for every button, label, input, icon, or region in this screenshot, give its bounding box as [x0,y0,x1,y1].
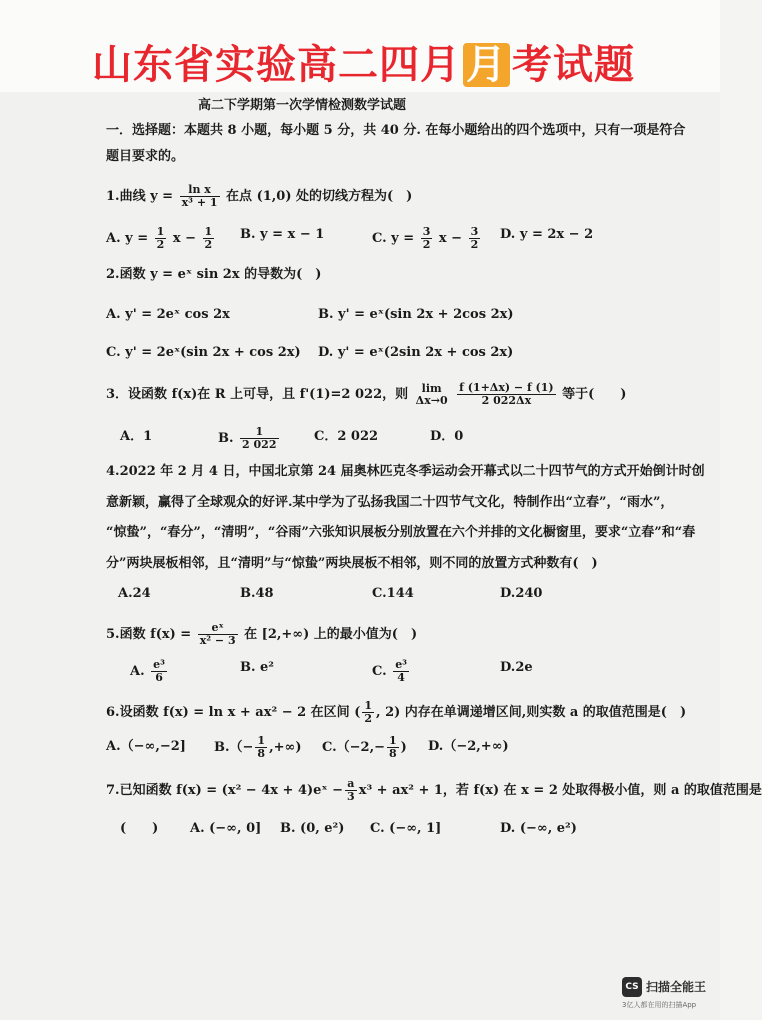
question-4-line4: 分”两块展板相邻，且“清明”与“惊蛰”两块展板不相邻，则不同的放置方式种数有( ) [106,556,598,571]
scanner-watermark [622,975,714,1013]
question-2-stem: 2.函数 y = eˣ sin 2x 的导数为( ) [106,267,322,282]
q5-option-b: B. e² [240,660,275,675]
q7-option-d: D. (−∞, e²) [500,821,577,836]
q1-a-frac2 [203,226,215,251]
q6-c-den: 8 [389,747,397,760]
q6-c-tail: ) [400,740,407,755]
q5-prefix: 5.函数 f(x) = [106,627,192,642]
q4-option-b: B.48 [240,586,274,601]
question-5-stem [106,622,417,647]
q3-option-c: C．2 022 [314,429,379,444]
q5-suffix: 在 [2,+∞) 上的最小值为( ) [244,627,418,642]
q1-c-label: C. y = [372,231,415,246]
q3-option-a: A．1 [120,429,153,444]
q3-prefix: 3．设函数 f(x)在 R 上可导，且 f'(1)=2 022，则 [106,387,409,402]
q7-fraction [345,778,357,803]
q6-numerator: 1 [364,699,373,712]
q6-option-a: A.（−∞,−2] [106,739,186,754]
q7-prefix: 7.已知函数 f(x) = (x² − 4x + 4)eˣ − [106,783,344,798]
banner [0,0,720,92]
q5-option-d: D.2e [500,660,533,675]
question-7-stem [106,778,762,803]
q6-b-num: 1 [257,734,266,747]
banner-title-text: 山东省实验高二四月 [92,42,461,88]
q5-option-c [372,659,411,684]
q1-fraction [180,184,220,209]
q5-c-num: e³ [395,658,408,671]
q3-option-b [218,426,281,451]
q3-lim-bottom: Δx→0 [415,393,448,407]
q3-b-den: 2 022 [242,438,277,451]
q6-option-d: D.（−2,+∞) [428,739,509,754]
q1-c-frac1 [421,226,433,251]
q5-a-den: 6 [155,671,163,684]
q5-option-a [130,659,169,684]
q1-a-frac1 [155,226,167,251]
q6-c-num: 1 [389,734,397,747]
q7-option-b: B. (0, e²) [280,821,345,836]
q3-lim-top: lim [421,381,442,395]
q6-c-label: C.（−2,− [322,740,386,755]
question-3-stem [106,382,626,407]
q3-suffix: 等于( ) [562,387,627,402]
q4-option-c: C.144 [372,586,414,601]
watermark-tagline: 3亿人都在用的扫描App [622,1001,697,1009]
q1-a-n2: 1 [204,225,213,238]
q1-c-mid: x − [438,231,463,246]
q5-denominator: x² − 3 [199,634,236,647]
banner-title-text-end: 考试题 [512,42,635,88]
question-6-stem [106,700,686,725]
banner-title-boxed-char: 月 [463,43,510,87]
q3-option-d: D．0 [430,429,464,444]
q2-option-a: A. y' = 2eˣ cos 2x [106,307,230,322]
q5-numerator: eˣ [198,622,238,635]
q6-b-tail: ,+∞) [269,740,302,755]
q1-c-d1: 2 [422,238,431,251]
q7-option-c: C. (−∞, 1] [370,821,442,836]
q1-a-n1: 1 [156,225,165,238]
q1-option-a [106,226,216,251]
q3-denominator: 2 022Δx [481,394,532,407]
q7-suffix: x³ + ax² + 1，若 f(x) 在 x = 2 处取得极小值，则 a 的取值范围是 [358,783,762,798]
q6-option-c [322,735,407,760]
q5-fraction [198,622,238,647]
q1-c-n1: 3 [422,225,431,238]
q3-limit [416,383,448,407]
camscanner-logo-icon: CS [622,977,642,997]
q6-b-frac [255,735,267,760]
q1-denominator: x³ + 1 [181,196,218,209]
q6-b-den: 8 [257,747,266,760]
section-instructions-line1: 一．选择题：本题共 8 小题，每小题 5 分，共 40 分. 在每小题给出的四个选项中，只有一项是符合 [106,123,686,138]
q2-option-b: B. y' = eˣ(sin 2x + 2cos 2x) [318,307,514,322]
q5-a-frac [151,659,167,684]
q1-option-d: D. y = 2x − 2 [500,227,594,242]
q1-a-label: A. y = [106,231,149,246]
q7-numerator: a [345,778,357,791]
q1-option-c [372,226,482,251]
q6-prefix: 6.设函数 f(x) = ln x + ax² − 2 在区间 ( [106,705,361,720]
q5-c-label: C. [372,664,387,679]
banner-title [92,40,635,90]
q6-denominator: 2 [364,712,373,725]
question-4-line3: “惊蛰”，“春分”，“清明”，“谷雨”六张知识展板分别放置在六个并排的文化橱窗里，要求“立春”和“春 [106,525,696,540]
q5-c-den: 4 [397,671,405,684]
question-4-line1: 4.2022 年 2 月 4 日，中国北京第 24 届奥林匹克冬季运动会开幕式以二十四节气的方式开始倒计时创 [106,464,705,479]
section-instructions-line2: 题目要求的。 [106,149,185,164]
q6-fraction [362,700,374,725]
q1-c-frac2 [469,226,481,251]
q7-option-a: A. (−∞, 0] [190,821,262,836]
q1-a-d2: 2 [204,238,213,251]
q3-fraction [457,382,555,407]
q1-prefix: 1.曲线 y = [106,189,174,204]
q5-a-num: e³ [153,658,165,671]
question-4-line2: 意新颖，赢得了全球观众的好评.某中学为了弘扬我国二十四节气文化，特制作出“立春”，“雨水”， [106,495,674,510]
q1-suffix: 在点 (1,0) 处的切线方程为( ) [226,189,413,204]
q4-option-d: D.240 [500,586,543,601]
q1-c-n2: 3 [470,225,479,238]
q1-a-d1: 2 [156,238,165,251]
q3-b-num: 1 [240,426,278,439]
q1-numerator: ln x [180,184,220,197]
q7-denominator: 3 [347,790,355,803]
q6-c-frac [387,735,399,760]
q3-b-frac [240,426,278,451]
q7-answer-blank: ( ) [120,821,159,836]
q5-c-frac [393,659,409,684]
q2-option-d: D. y' = eˣ(2sin 2x + cos 2x) [318,345,514,360]
q2-option-c: C. y' = 2eˣ(sin 2x + cos 2x) [106,345,301,360]
exam-title: 高二下学期第一次学情检测数学试题 [198,98,407,113]
q6-suffix: , 2) 内存在单调递增区间,则实数 a 的取值范围是( ) [376,705,687,720]
q3-numerator: f (1+Δx) − f (1) [459,381,554,394]
q6-b-label: B.（− [214,740,254,755]
q1-option-b: B. y = x − 1 [240,227,325,242]
q5-a-label: A. [130,664,145,679]
question-1-stem [106,184,412,209]
q1-a-mid: x − [172,231,197,246]
q6-option-b [214,735,301,760]
q3-b-label: B. [218,431,234,446]
watermark-app-name: 扫描全能王 [646,980,707,994]
q4-option-a: A.24 [118,586,151,601]
q1-c-d2: 2 [470,238,479,251]
